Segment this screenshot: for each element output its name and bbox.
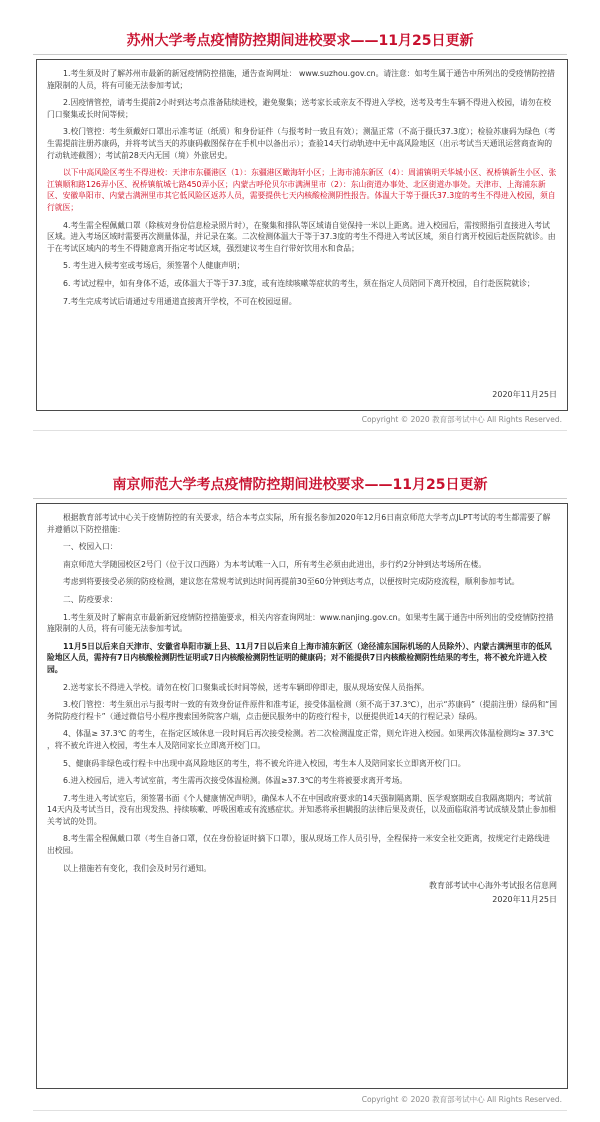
notice2-rule-5: 5、健康码非绿色或行程卡中出现中高风险地区的考生，将不被允许进入校园，考生本人及陪同家长立即离开校门口。: [63, 758, 466, 768]
notice2-date: 2020年11月25日: [492, 895, 557, 905]
notice2-signature: 教育部考试中心海外考试报名信息网: [429, 881, 557, 891]
notice2-rule-7: 7.考生进入考试室后，须签署书面《个人健康情况声明》，确保本人不在中国政府要求的14天强制隔离期、医学观察期或自我隔离期内；考试前14天内及考试当日，没有出现发热、持续咳嗽、呼吸困难或有流感症状。并知悉将承担瞒报的法律后果及责任，以及面临取消考试成绩及禁止参加相关考试的处罚。: [47, 793, 556, 826]
notice2-arrival-advice: 考虑到将要接受必须的防疫检测，建议您在常规考试到达时间再提前30至60分钟到达考点，以便按时完成防疫流程，顺利参加考试。: [63, 577, 520, 587]
notice2-rule-2: 2.送考家长不得进入学校。请勿在校门口聚集或长时间等候，送考车辆即停即走，服从现场安保人员指挥。: [63, 682, 430, 692]
notice1-item-1: 1.考生须及时了解苏州市最新的新冠疫情防控措施，通告查询网址： www.suzhou.gov.cn。请注意：如考生属于通告中所列出的受疫情防控措施限制的人员，将有可能无法参加考试；: [47, 69, 555, 90]
title-divider: [33, 54, 567, 55]
footer-divider: [33, 1110, 567, 1111]
notice1-box: [36, 59, 568, 411]
notice2-intro: 根据教育部考试中心关于疫情防控的有关要求，结合本考点实际，所有报名参加2020年12月6日南京师范大学考点JLPT考试的考生都需要了解并遵循以下防控措施：: [47, 513, 551, 534]
notice2-rule-1: 1.考生须及时了解南京市最新新冠疫情防控措施要求，相关内容查询网址：www.nanjing.gov.cn。如果考生属于通告中所列出的受疫情防控措施限制的人员，将有可能无法参加考试。: [47, 612, 554, 634]
notice1-item-5: 5. 考生进入候考室或考场后，须签署个人健康声明；: [63, 261, 245, 271]
notice1-item-7: 7.考生完成考试后请通过专用通道直接离开学校，不可在校园逗留。: [63, 296, 297, 306]
notice1-item-6: 6. 考试过程中，如有身体不适，或体温大于等于37.3度，或有连续咳嗽等症状的考生，须在指定人员陪同下离开校园，自行赴医院就诊；: [63, 278, 535, 288]
notice2-heading-entrance: 一、校园入口：: [63, 542, 118, 552]
notice1-date: 2020年11月25日: [492, 390, 557, 399]
title-divider: [33, 498, 567, 499]
notice1-item-2: 2.因疫情管控，请考生提前2小时到达考点准备陆续进校，避免聚集；送考家长或亲友不得进入学校，送考及考生车辆不得进入校园，请勿在校门口聚集或长时间等候；: [47, 98, 552, 119]
notice2-copyright: Copyright © 2020 教育部考试中心 All Rights Reserved.: [361, 1095, 562, 1104]
notice1-item-3: 3.校门管控：考生须戴好口罩出示准考证（纸质）和身份证件（与报考时一致且有效）；测温正常（不高于摄氏37.3度）；检验苏康码为绿色（考生需提前注册苏康码，并将考试当天的苏康码截图保存在手机中以备出示）；查验14天行动轨迹中无中高风险地区（出示考试当天通讯运营商查询的行动轨迹截图）；考试前28天内无国（境）外旅居史。: [47, 127, 556, 160]
notice2-rule-8: 8.考生需全程佩戴口罩（考生自备口罩，仅在身份验证时摘下口罩），服从现场工作人员引导，全程保持一米安全社交距离，按规定行走路线进出校园。: [47, 834, 550, 856]
notice2-rule-3: 3.校门管控：考生须出示与报考时一致的有效身份证件原件和准考证，接受体温检测（须不高于37.3℃），出示“苏康码”（提前注册）绿码和“国务院防疫行程卡”（通过微信号小程序搜索国务院客户端，点击便民服务中的防疫行程卡，以便提供近14天的行程记录）绿码。: [47, 700, 557, 721]
notice2-bold-note: 11月5日以后来自天津市、安徽省阜阳市颍上县、11月7日以后来自上海市浦东新区（途径浦东国际机场的人员除外）、内蒙古满洲里市的低风险地区人员，需持有7日内核酸检测阴性证明或7日内核酸检测阴性证明的健康码；对不能提供7日内核酸检测阴性结果的考生，将不被允许进入校园。: [47, 641, 552, 674]
notice2-title: 南京师范大学考点疫情防控期间进校要求——11月25日更新: [112, 477, 488, 493]
notice2-heading-rules: 二、防疫要求：: [63, 594, 118, 604]
notice1-risk-areas: 以下中高风险区考生不得进校：天津市东疆港区（1）：东疆港区瞰海轩小区；上海市浦东新区（4）：周浦镇明天华城小区、祝桥镇新生小区、张江镇顺和路126弄小区、祝桥镇航城七路450弄小区；内蒙古呼伦贝尔市满洲里市（2）：东山街道办事处、北区街道办事处。天津市、上海浦东新区、安徽阜阳市、内蒙古满洲里市其它低风险区返苏人员，需要提供七天内核酸检测阴性报告。体温大于等于摄氏37.3度的考生不得进入校园，须自行就医；: [47, 168, 557, 212]
notice2-rule-4: 4、体温≥ 37.3℃ 的考生，在指定区域休息一段时间后再次接受检测。若二次检测温度正常，则允许进入校园。如果两次体温检测均≥ 37.3℃ ，将不被允许进入校园，考生本人及陪同家长立即离开校门口。: [47, 729, 554, 750]
notice1-item-4: 4.考生需全程佩戴口罩（除核对身份信息检录照片时），在聚集和排队等区域请自觉保持一米以上距离。进入校园后，需按照指引直接进入考试区域。进入考场区域时需要再次测量体温，并记录在案。二次检测体温大于等于37.3度的考生不得进入考试区域，须自行离开校园后赴医院就诊。由于在考试区域内的考生不得随意离开指定考试区域，强烈建议考生自行带好饮用水和食品；: [47, 220, 556, 253]
notice2-rule-6: 6.进入校园后，进入考试室前，考生需再次接受体温检测。体温≥37.3℃的考生将被要求离开考场。: [63, 776, 408, 786]
notice2-box: [36, 503, 568, 1089]
notice2-entrance: 南京师范大学随园校区2号门（位于汉口西路）为本考试唯一入口，所有考生必须由此进出，步行约2分钟到达考场所在楼。: [63, 559, 487, 569]
notice2-closing: 以上措施若有变化，我们会及时另行通知。: [63, 863, 212, 873]
footer-divider: [33, 430, 567, 431]
notice1-copyright: Copyright © 2020 教育部考试中心 All Rights Reserved.: [361, 415, 562, 424]
notice1-title: 苏州大学考点疫情防控期间进校要求——11月25日更新: [126, 33, 474, 49]
